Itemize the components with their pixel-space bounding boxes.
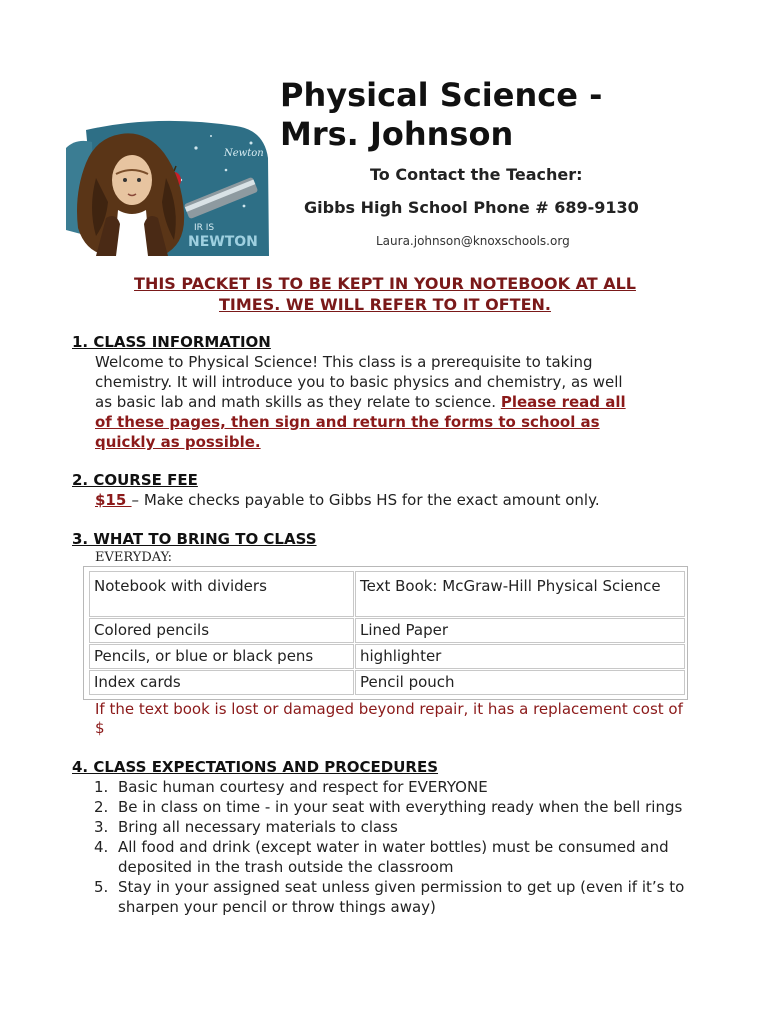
- list-item: 5. Stay in your assigned seat unless given permission to get up (even if it’s to sharpen your pencil or throw things away): [94, 878, 685, 916]
- everyday-subheading: EVERYDAY:: [95, 550, 172, 565]
- class-info-line-3: as basic lab and math skills as they relate to science.: [95, 393, 501, 411]
- supplies-cell: Text Book: McGraw-Hill Physical Science: [355, 571, 685, 617]
- class-info-line-1: Welcome to Physical Science! This class is a prerequisite to taking: [95, 353, 593, 371]
- packet-notice: [80, 273, 690, 315]
- title-line-2: Mrs. Johnson: [280, 115, 514, 153]
- supplies-cell: highlighter: [355, 644, 685, 669]
- course-fee-amount: $15: [95, 491, 132, 509]
- supplies-cell: Lined Paper: [355, 618, 685, 643]
- expectations-list: [94, 777, 698, 917]
- svg-text:Newton: Newton: [224, 148, 264, 159]
- supplies-table: [83, 566, 688, 700]
- supplies-cell: Index cards: [89, 670, 354, 695]
- section-heading-course-fee: 2. COURSE FEE: [72, 471, 198, 489]
- school-phone: Gibbs High School Phone # 689-9130: [304, 198, 639, 217]
- notice-line-2: TIMES. WE WILL REFER TO IT OFTEN.: [219, 295, 551, 314]
- read-pages-instruction: Please read all: [500, 393, 626, 411]
- course-fee-instructions: – Make checks payable to Gibbs HS for the exact amount only.: [131, 491, 600, 509]
- section-heading-class-information: 1. CLASS INFORMATION: [72, 333, 271, 351]
- svg-text:IR IS: IR IS: [194, 223, 215, 233]
- list-item: 1. Basic human courtesy and respect for EVERYONE: [94, 778, 488, 796]
- list-item: 2. Be in class on time - in your seat with everything ready when the bell rings: [94, 798, 683, 816]
- section-heading-what-to-bring: 3. WHAT TO BRING TO CLASS: [72, 530, 317, 548]
- newton-clipart-image: [66, 118, 271, 258]
- notice-line-1: THIS PACKET IS TO BE KEPT IN YOUR NOTEBOOK AT ALL: [134, 274, 636, 293]
- contact-label: To Contact the Teacher:: [370, 165, 583, 184]
- class-information-text: [95, 352, 695, 452]
- textbook-replacement-note: If the text book is lost or damaged beyond repair, it has a replacement cost of $: [95, 700, 683, 737]
- course-fee-text: [95, 490, 695, 510]
- section-heading-expectations: 4. CLASS EXPECTATIONS AND PROCEDURES: [72, 758, 439, 776]
- class-info-line-2: chemistry. It will introduce you to basic physics and chemistry, as well: [95, 373, 623, 391]
- newton-clipart-caption: NEWTON: [188, 234, 258, 250]
- page-title: [280, 76, 602, 154]
- title-line-1: Physical Science -: [280, 76, 603, 114]
- supplies-cell: Colored pencils: [89, 618, 354, 643]
- list-item: 3. Bring all necessary materials to class: [94, 818, 398, 836]
- supplies-cell: Notebook with dividers: [89, 571, 354, 617]
- list-item: 4. All food and drink (except water in water bottles) must be consumed and deposited in the trash outside the classroom: [94, 838, 669, 876]
- read-pages-instruction-end: quickly as possible.: [95, 433, 261, 451]
- teacher-email: Laura.johnson@knoxschools.org: [376, 234, 570, 248]
- supplies-cell: Pencils, or blue or black pens: [89, 644, 354, 669]
- read-pages-instruction-cont: of these pages, then sign and return the forms to school as: [95, 413, 600, 431]
- supplies-cell: Pencil pouch: [355, 670, 685, 695]
